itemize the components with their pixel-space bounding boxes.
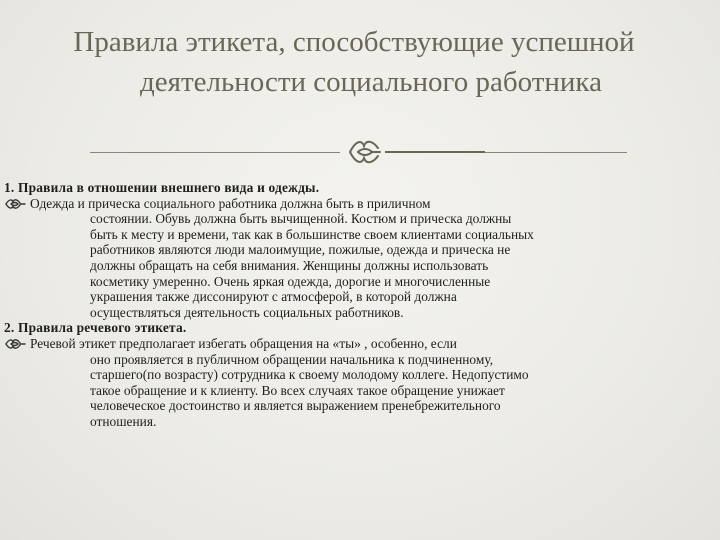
section-2-line: отношения.: [90, 413, 157, 429]
section-1-line: быть к месту и времени, так как в большинстве своем клиентами социальных: [90, 226, 534, 242]
slide-title: [0, 22, 720, 102]
slide-title-line-1: Правила этикета, способствующие успешной: [73, 26, 635, 58]
section-1-line: косметику умеренно. Очень яркая одежда, дорогие и многочисленные: [90, 273, 491, 289]
section-2-line: такое обращение и к клиенту. Во всех случаях такое обращение унижает: [90, 382, 505, 398]
divider-line-left: [90, 152, 340, 153]
section-2-text: [4, 352, 704, 430]
section-1-heading: 1. Правила в отношении внешнего вида и одежды.: [4, 180, 320, 195]
section-1-line: украшения также диссонируют с атмосферой, в которой должна: [90, 289, 457, 305]
section-2-line: оно проявляется в публичном обращении начальника к подчиненному,: [90, 351, 494, 367]
section-1-bullet: [4, 196, 704, 212]
section-2-line: старшего(по возрасту) сотрудника к своему молодому коллеге. Недопустимо: [90, 367, 529, 383]
section-1-line: работников являются люди малоимущие, пожилые, одежда и прическа не: [90, 242, 511, 258]
section-2-line: человеческое достоинство и является выражением пренебрежительного: [90, 398, 501, 414]
slide-title-line-2: деятельности социального работника: [140, 66, 602, 98]
section-2-bullet: [4, 336, 704, 352]
section-1-line: осуществляться деятельность социальных работников.: [90, 304, 404, 320]
section-2-heading: 2. Правила речевого этикета.: [4, 320, 187, 336]
divider-line-right-accent: [385, 151, 485, 153]
section-1-text: [4, 211, 704, 320]
fleuron-bullet-icon: [4, 198, 26, 210]
fleuron-ornament-icon: [346, 136, 382, 168]
fleuron-bullet-icon: [4, 338, 26, 350]
section-1-line: Одежда и прическа социального работника должна быть в приличном: [30, 195, 431, 211]
section-1-line: должны обращать на себя внимания. Женщины должны использовать: [90, 257, 489, 273]
slide-body: [4, 180, 704, 430]
section-1-line: состоянии. Обувь должна быть вычищенной. Костюм и прическа должны: [90, 211, 512, 227]
section-2-line: Речевой этикет предполагает избегать обращения на «ты» , особенно, если: [30, 335, 457, 351]
title-divider: [0, 140, 720, 164]
